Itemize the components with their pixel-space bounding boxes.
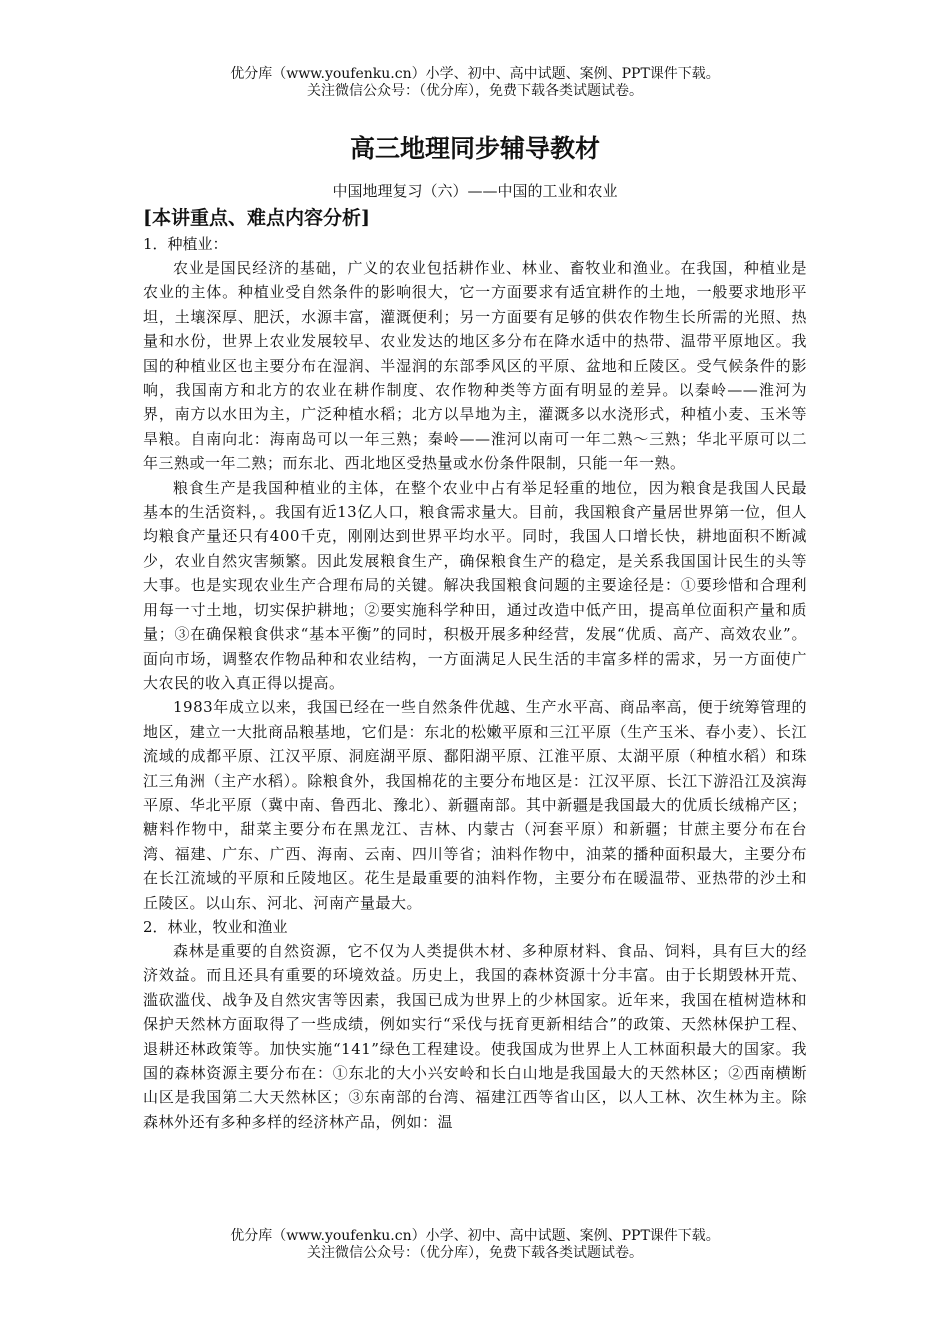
paragraph: 1983年成立以来，我国已经在一些自然条件优越、生产水平高、商品率高，便于统筹管理的地区，建立一大批商品粮基地，它们是：东北的松嫩平原和三江平原（生产玉米、春小麦）、长江流域的成都平原、江汉平原、洞庭湖平原、鄱阳湖平原、江淮平原、太湖平原（种植水稻）和珠江三角洲（主产水稻）。除粮食外，我国棉花的主要分布地区是：江汉平原、长江下游沿江及滨海平原、华北平原（冀中南、鲁西北、豫北）、新疆南部。其中新疆是我国最大的优质长绒棉产区；糖料作物中，甜菜主要分布在黑龙江、吉林、内蒙古（河套平原）和新疆；甘蔗主要分布在台湾、福建、广东、广西、海南、云南、四川等省；油料作物中，油菜的播种面积最大，主要分布在长江流域的平原和丘陵地区。花生是最重要的油料作物，主要分布在暖温带、亚热带的沙土和丘陵区。以山东、河北、河南产量最大。 — [143, 698, 807, 912]
item-heading-forestry: 2．林业，牧业和渔业 — [143, 917, 288, 936]
footer-line-1: 优分库（www.youfenku.cn）小学、初中、高中试题、案例、PPT课件下载。 — [230, 1228, 720, 1244]
item-heading-planting: 1．种植业： — [143, 235, 228, 253]
page-header — [0, 66, 950, 100]
paragraph: 农业是国民经济的基础，广义的农业包括耕作业、林业、畜牧业和渔业。在我国，种植业是农业的主体。种植业受自然条件的影响很大，它一方面要求有适宜耕作的土地，一般要求地形平坦，土壤深厚、肥沃，水源丰富，灌溉便利；另一方面要有足够的供农作物生长所需的光照、热量和水份，世界上农业发展较早、农业发达的地区多分布在降水适中的热带、温带平原地区。我国的种植业区也主要分布在湿润、半湿润的东部季风区的平原、盆地和丘陵区。受气候条件的影响，我国南方和北方的农业在耕作制度、农作物种类等方面有明显的差异。以秦岭——淮河为界，南方以水田为主，广泛种植水稻；北方以旱地为主，灌溉多以水浇形式，种植小麦、玉米等旱粮。自南向北：海南岛可以一年三熟；秦岭——淮河以南可一年二熟～三熟；华北平原可以二年三熟或一年二熟；而东北、西北地区受热量或水份条件限制，只能一年一熟。 — [143, 259, 807, 473]
document-title: 高三地理同步辅导教材 — [349, 134, 600, 163]
document-body — [143, 204, 807, 1134]
document-subtitle: 中国地理复习（六）——中国的工业和农业 — [332, 182, 618, 200]
page-footer — [0, 1228, 950, 1262]
paragraph: 森林是重要的自然资源，它不仅为人类提供木材、多种原材料、食品、饲料，具有巨大的经济效益。而且还具有重要的环境效益。历史上，我国的森林资源十分丰富。由于长期毁林开荒、滥砍滥伐、战争及自然灾害等因素，我国已成为世界上的少林国家。近年来，我国在植树造林和保护天然林方面取得了一些成绩，例如实行“采伐与抚育更新相结合”的政策、天然林保护工程、退耕还林政策等。加快实施“141”绿色工程建设。使我国成为世界上人工林面积最大的国家。我国的森林资源主要分布在：①东北的大小兴安岭和长白山地是我国最大的天然林区；②西南横断山区是我国第二大天然林区；③东南部的台湾、福建江西等省山区，以人工林、次生林为主。除森林外还有多种多样的经济林产品，例如：温 — [143, 941, 807, 1131]
footer-line-2: 关注微信公众号：（优分库），免费下载各类试题试卷。 — [307, 1245, 643, 1261]
paragraph: 粮食生产是我国种植业的主体，在整个农业中占有举足轻重的地位，因为粮食是我国人民最基本的生活资料，。我国有近13亿人口，粮食需求量大。目前，我国粮食产量居世界第一位，但人均粮食产量还只有400千克，刚刚达到世界平均水平。同时，我国人口增长快，耕地面积不断减少，农业自然灾害频繁。因此发展粮食生产，确保粮食生产的稳定，是关系我国国计民生的头等大事。也是实现农业生产合理布局的关键。解决我国粮食问题的主要途径是：①要珍惜和合理利用每一寸土地，切实保护耕地；②要实施科学种田，通过改造中低产田，提高单位面积产量和质量；③在确保粮食供求“基本平衡”的同时，积极开展多种经营，发展“优质、高产、高效农业”。面向市场，调整农作物品种和农业结构，一方面满足人民生活的丰富多样的需求，另一方面使广大农民的收入真正得以提高。 — [143, 478, 807, 692]
header-line-1: 优分库（www.youfenku.cn）小学、初中、高中试题、案例、PPT课件下载。 — [230, 66, 720, 82]
header-line-2: 关注微信公众号：（优分库），免费下载各类试题试卷。 — [307, 83, 643, 99]
section-heading: [本讲重点、难点内容分析] — [143, 207, 370, 229]
